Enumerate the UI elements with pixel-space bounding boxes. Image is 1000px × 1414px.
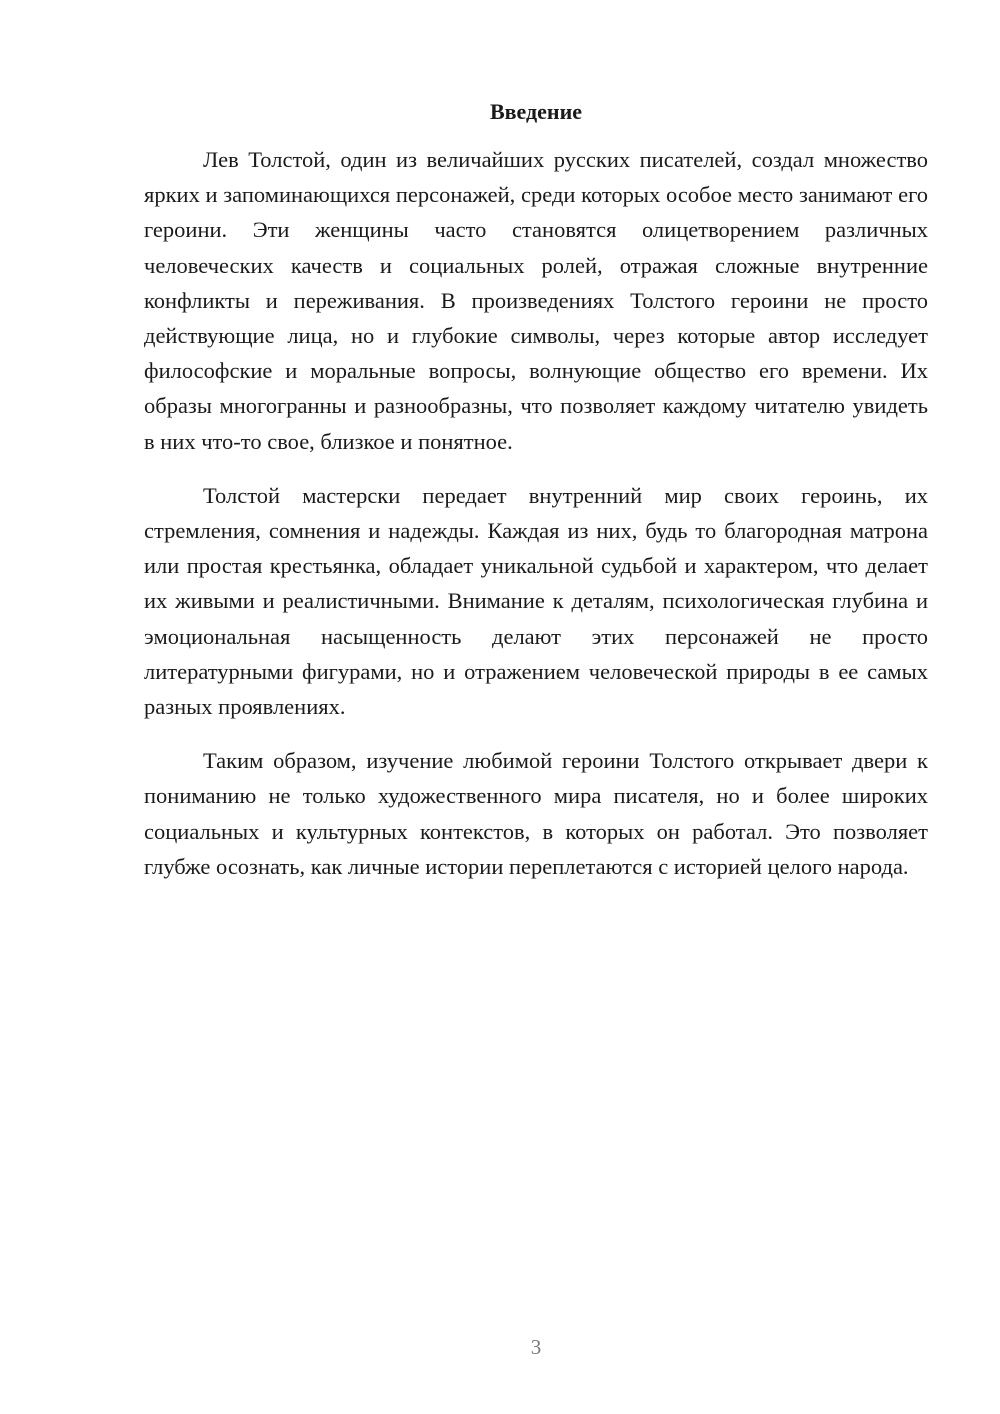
paragraph-3: Таким образом, изучение любимой героини Толстого открывает двери к пониманию не только художественного мира писателя, но и более широких социальных и культурных контекстов, в которых он работал. Это позволяет глубже осознать, как личные истории переплетаются с историей целого народа. bbox=[144, 748, 928, 879]
paragraph-2: Толстой мастерски передает внутренний мир своих героинь, их стремления, сомнения и надежды. Каждая из них, будь то благородная матрона или простая крестьянка, обладает уникальной судьбой и характером, что делает их живыми и реалистичными. Внимание к деталям, психологическая глубина и эмоциональная насыщенность делают этих персонажей не просто литературными фигурами, но и отражением человеческой природы в ее самых разных проявлениях. bbox=[144, 482, 928, 720]
page-title: Введение bbox=[489, 99, 583, 124]
paragraph-1: Лев Толстой, один из величайших русских писателей, создал множество ярких и запоминающихся персонажей, среди которых особое место занимают его героини. Эти женщины часто становятся олицетворением различных человеческих качеств и социальных ролей, отражая сложные внутренние конфликты и переживания. В произведениях Толстого героини не просто действующие лица, но и глубокие символы, через которые автор исследует философские и моральные вопросы, волнующие общество его времени. Их образы многогранны и разнообразны, что позволяет каждому читателю увидеть в них что-то свое, близкое и понятное. bbox=[144, 147, 928, 454]
page-number: 3 bbox=[530, 1335, 542, 1359]
body-text bbox=[144, 142, 928, 903]
